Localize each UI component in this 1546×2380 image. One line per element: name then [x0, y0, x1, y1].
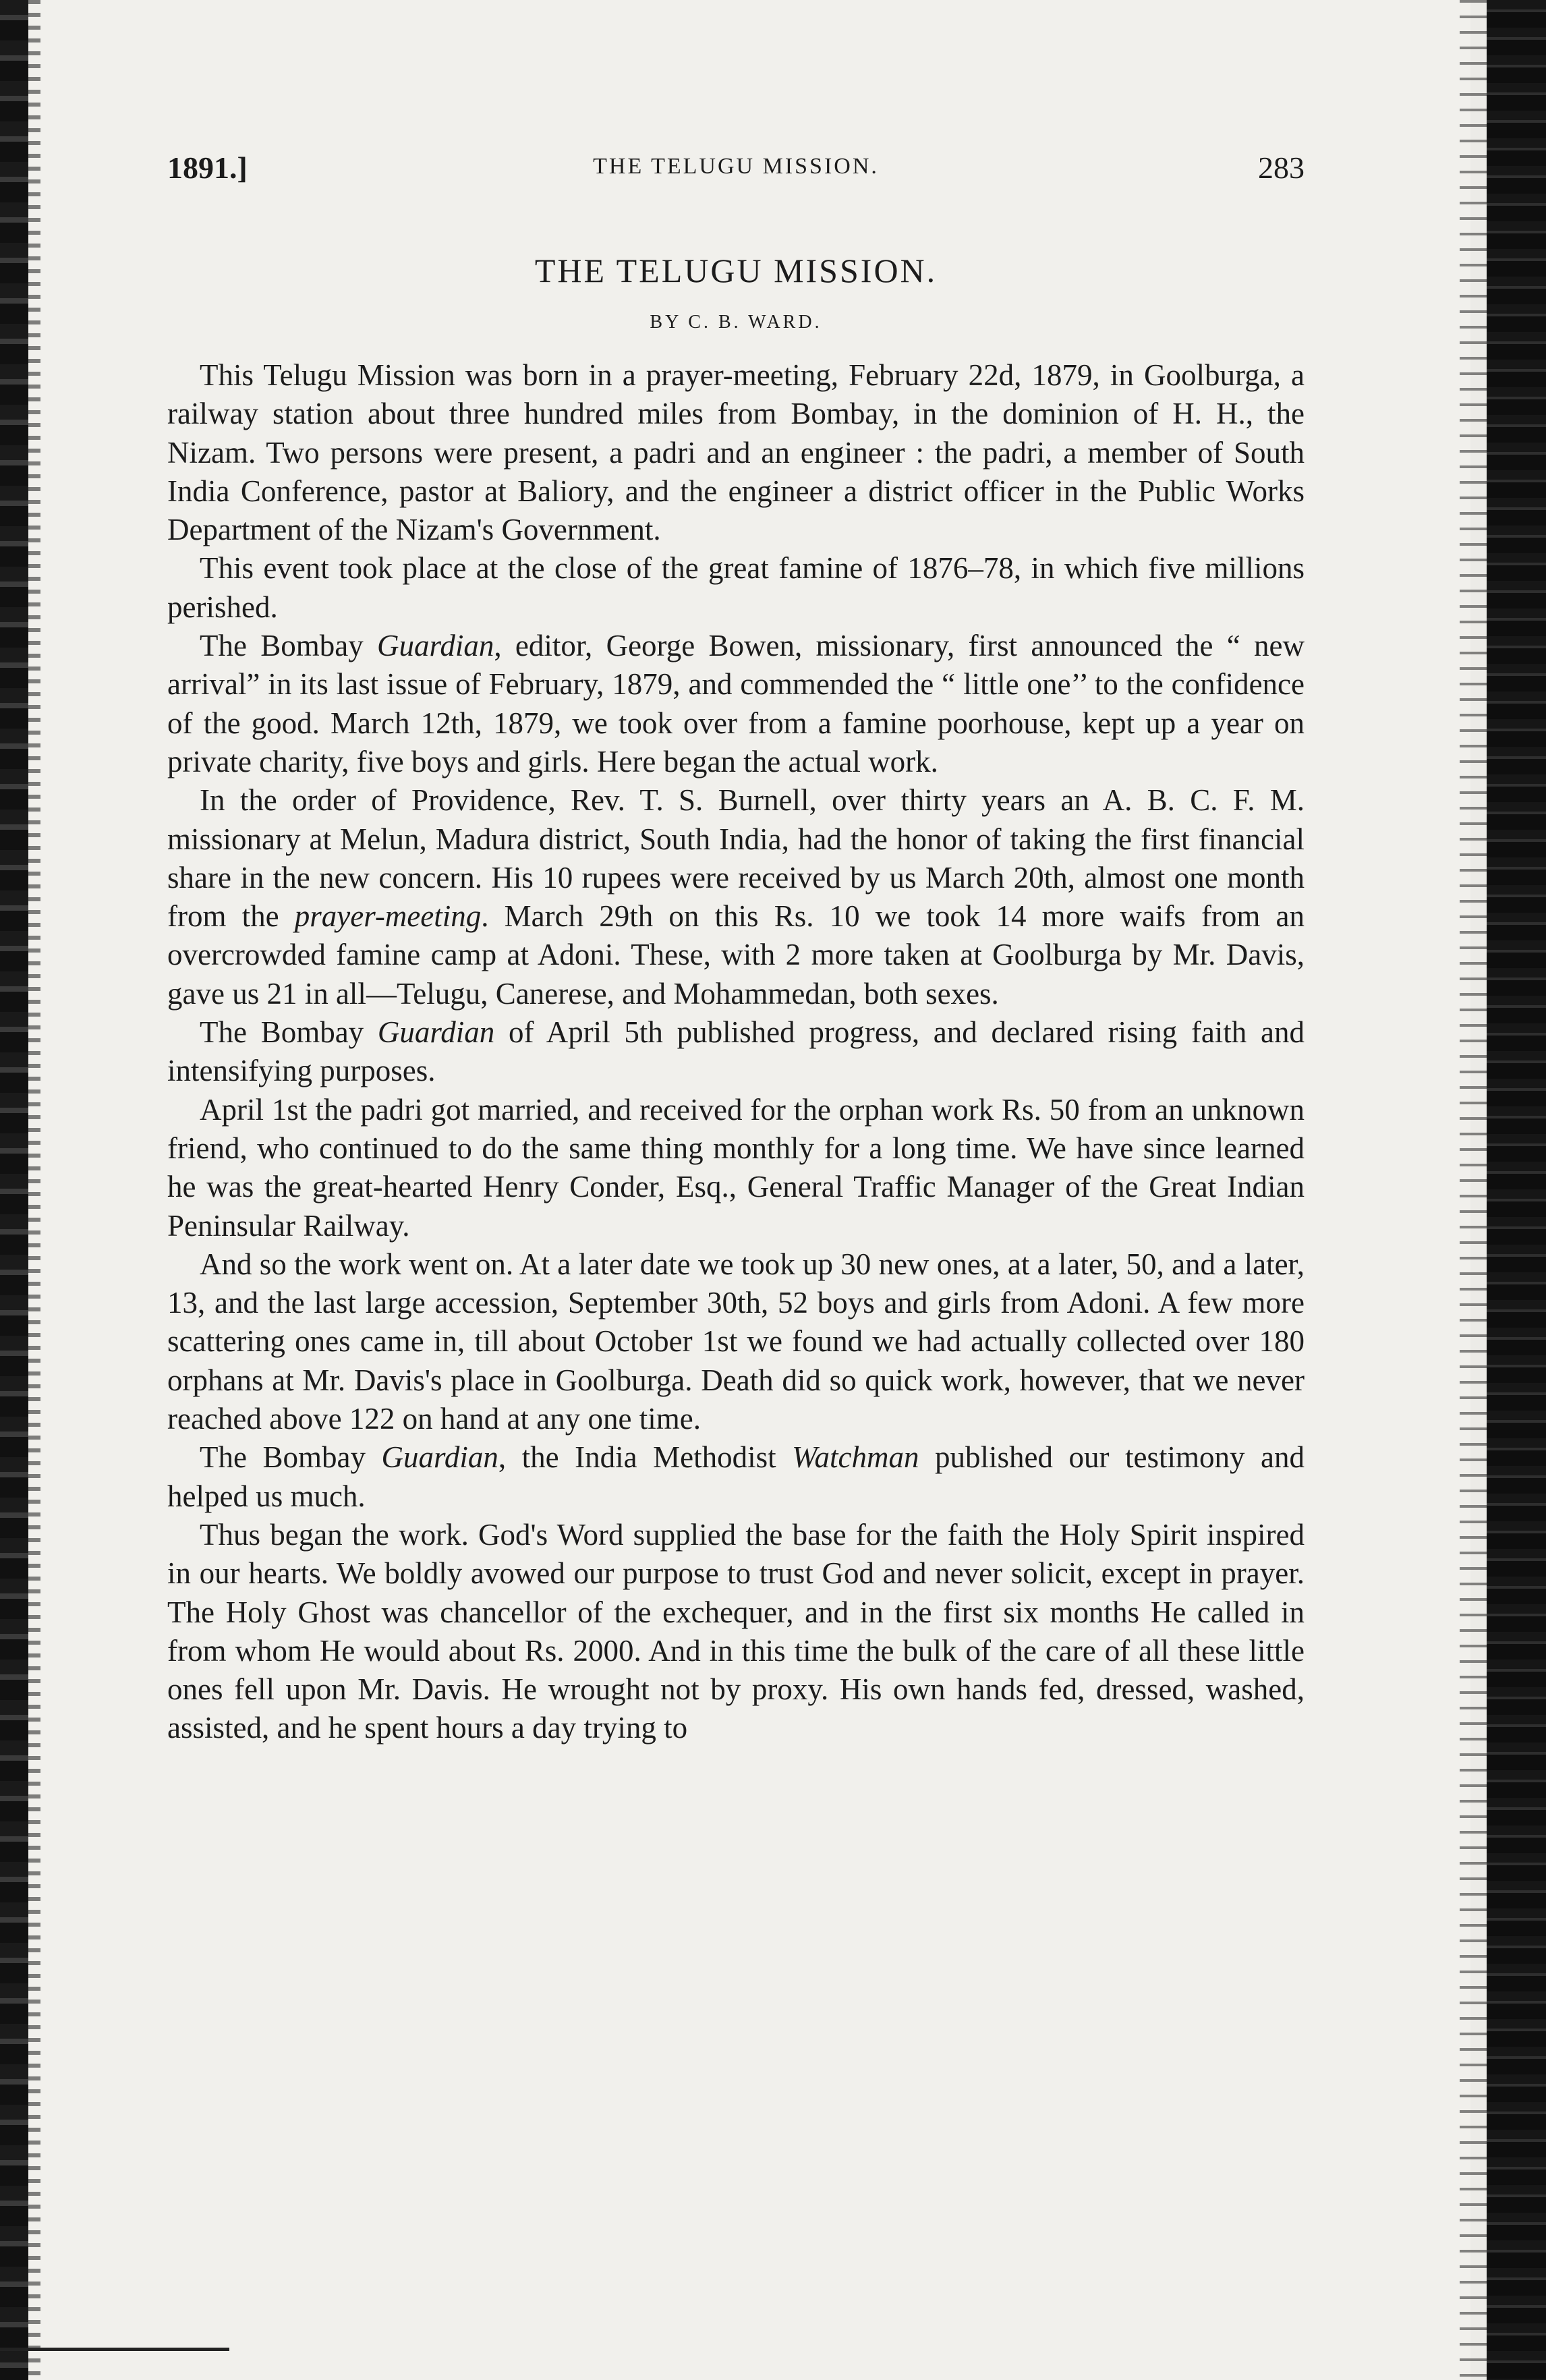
italic-text: prayer-meeting [294, 899, 482, 934]
article-body [167, 356, 1305, 1748]
paragraph-text: . March 29th on this Rs. 10 we took 14 more waifs from an overcrowded famine camp at Adoni. These, with 2 more taken at Goolburga by Mr. Davis, gave us 21 in all—Telugu, Canerese, and Mohammedan, both sexes. [167, 899, 1305, 1011]
paragraph [167, 627, 1305, 781]
running-head-title: THE TELUGU MISSION. [593, 154, 879, 179]
bottom-rule [0, 2348, 229, 2351]
paragraph-text: , the India Methodist [498, 1440, 793, 1475]
paragraph-text: In the order of Providence, Rev. T. S. Burnell, over thirty years an A. B. C. F. M. missionary at Melun, Madura district, South India, had the honor of taking the first financial share in the new concern. His 10 rupees were received by us March 20th, almost one month from the [167, 783, 1305, 934]
paragraph-text: The Bombay [200, 1015, 378, 1050]
paragraph [167, 1516, 1305, 1748]
paragraph-text: , editor, George Bowen, missionary, first announced the “ new arrival” in its last issue of February, 1879, and commended the “ little one’’ to the confidence of the good. March 12th, 1879, we took over from a famine poorhouse, kept up a year on private charity, five boys and girls. Here began the actual work. [167, 629, 1305, 778]
italic-text: Guardian [377, 1015, 495, 1050]
article-byline: BY C. B. WARD. [650, 312, 822, 333]
paragraph-text: This event took place at the close of the great famine of 1876–78, in which five millions perished. [167, 551, 1305, 624]
paragraph [167, 1245, 1305, 1438]
running-head [167, 150, 1305, 190]
paragraph-text: of April 5th published progress, and declared rising faith and intensifying purposes. [167, 1015, 1305, 1088]
binding-edge-right [1487, 0, 1546, 2380]
paragraph-text: The Bombay [200, 629, 378, 663]
paragraph-text: The Bombay [200, 1440, 382, 1475]
paragraph [167, 1438, 1305, 1516]
page-number: 283 [1258, 150, 1305, 185]
paragraph-text: This Telugu Mission was born in a prayer-meeting, February 22d, 1879, in Goolburga, a railway station about three hundred miles from Bombay, in the dominion of H. H., the Nizam. Two persons were present, a padri and an engineer : the padri, a member of South India Conference, pastor at Baliory, and the engineer a district officer in the Public Works Department of the Nizam's Government. [167, 358, 1305, 547]
paragraph [167, 1013, 1305, 1091]
italic-text: Guardian [377, 629, 494, 663]
italic-text: Watchman [792, 1440, 919, 1475]
binding-edge-right-shadow [1460, 0, 1487, 2380]
binding-edge-left [0, 0, 28, 2380]
binding-edge-left-shadow [28, 0, 40, 2380]
paragraph [167, 1091, 1305, 1245]
running-head-year: 1891.] [167, 150, 248, 185]
paragraph-text: April 1st the padri got married, and received for the orphan work Rs. 50 from an unknown friend, who continued to do the same thing monthly for a long time. We have since learned he was the great-hearted Henry Conder, Esq., General Traffic Manager of the Great Indian Peninsular Railway. [167, 1092, 1305, 1243]
paragraph-text: Thus began the work. God's Word supplied the base for the faith the Holy Spirit inspired in our hearts. We boldly avowed our purpose to trust God and never solicit, except in prayer. The Holy Ghost was chancellor of the exchequer, and in the first six months He called in from whom He would about Rs. 2000. And in this time the bulk of the care of all these little ones fell upon Mr. Davis. He wrought not by proxy. His own hands fed, dressed, washed, assisted, and he spent hours a day trying to [167, 1517, 1305, 1745]
paragraph [167, 781, 1305, 1013]
paragraph [167, 549, 1305, 627]
article-title: THE TELUGU MISSION. [534, 252, 938, 289]
paragraph [167, 356, 1305, 549]
paragraph-text: And so the work went on. At a later date we took up 30 new ones, at a later, 50, and a later, 13, and the last large accession, September 30th, 52 boys and girls from Adoni. A few more scattering ones came in, till about October 1st we found we had actually collected over 180 orphans at Mr. Davis's place in Goolburga. Death did so quick work, however, that we never reached above 122 on hand at any one time. [167, 1247, 1305, 1436]
paragraph-text: published our testimony and helped us much. [167, 1440, 1305, 1513]
italic-text: Guardian [381, 1440, 498, 1475]
